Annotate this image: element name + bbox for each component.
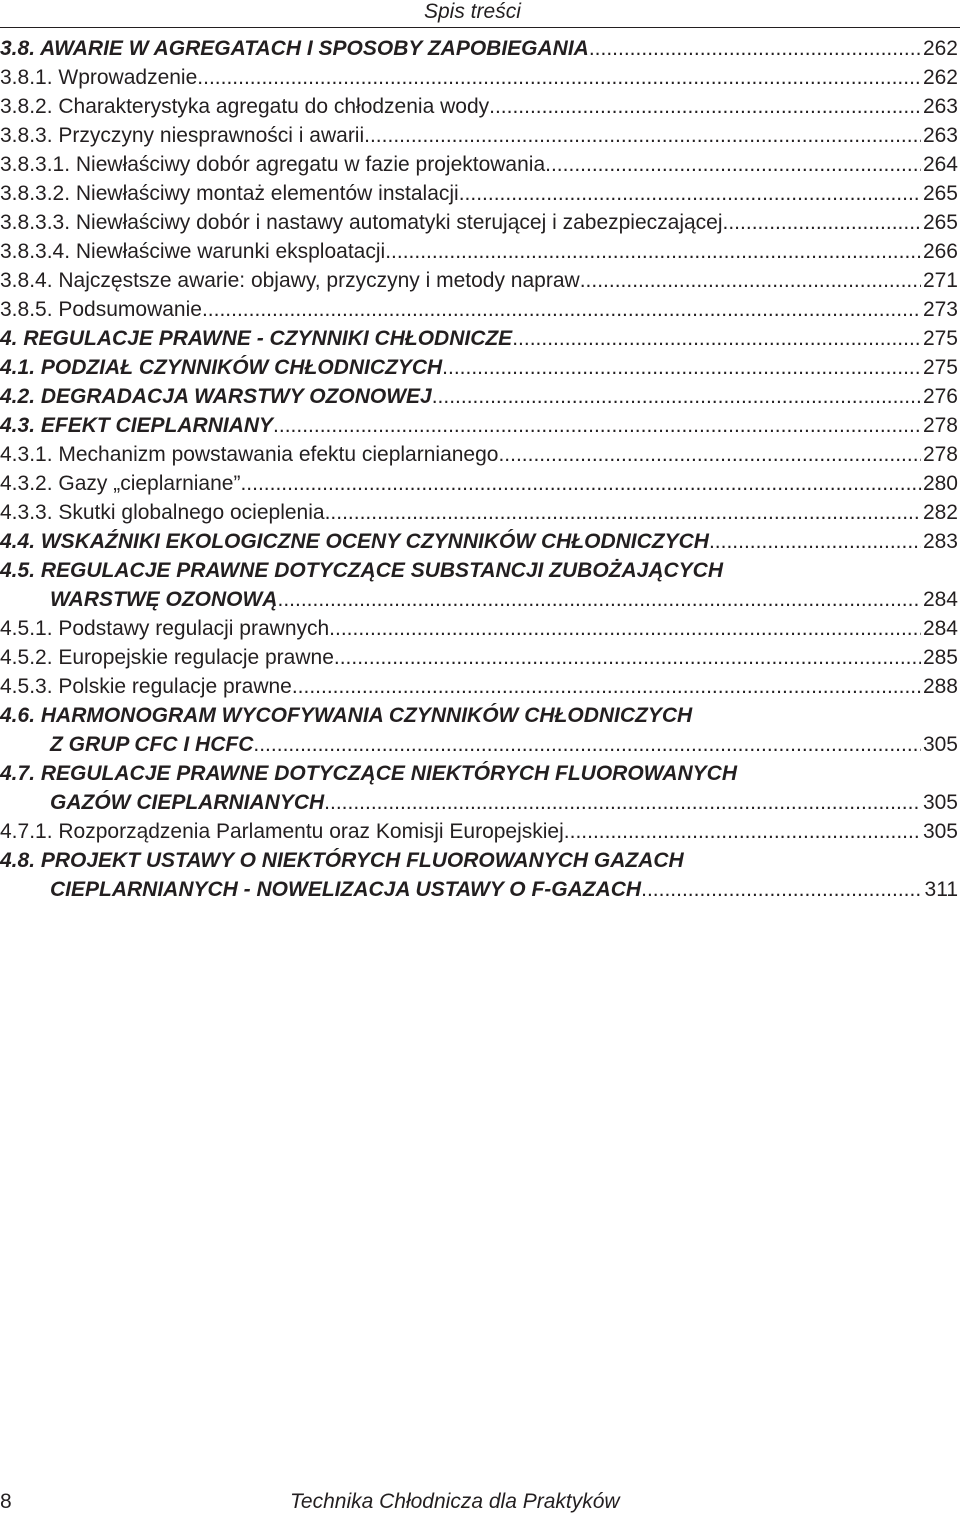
toc-entry-label: 4.7.1. Rozporządzenia Parlamentu oraz Komisji Europejskiej <box>0 820 564 843</box>
toc-dot-leader <box>641 875 922 904</box>
toc-dot-leader <box>564 817 921 846</box>
toc-dot-leader <box>334 643 921 672</box>
toc-entry <box>0 498 958 527</box>
toc-entry-page-number: 271 <box>922 269 958 292</box>
toc-entry-label: 3.8.2. Charakterystyka agregatu do chłodzenia wody <box>0 95 490 118</box>
toc-entry-page-number: 311 <box>924 878 958 901</box>
toc-entry-label: 4. REGULACJE PRAWNE - CZYNNIKI CHŁODNICZE <box>0 327 513 350</box>
toc-entry <box>0 34 958 63</box>
toc-dot-leader <box>197 63 921 92</box>
toc-dot-leader <box>273 411 921 440</box>
toc-entry-label: 3.8.3.2. Niewłaściwy montaż elementów instalacji <box>0 182 459 205</box>
toc-entry-label: 4.5.3. Polskie regulacje prawne <box>0 675 292 698</box>
toc-entry-label: 3.8.4. Najczęstsze awarie: objawy, przyczyny i metody napraw <box>0 269 580 292</box>
toc-entry <box>0 150 958 179</box>
toc-dot-leader <box>709 527 921 556</box>
toc-entry-label: 3.8.3.3. Niewłaściwy dobór i nastawy automatyki sterującej i zabezpieczającej <box>0 211 723 234</box>
toc-entry-label: 4.6. HARMONOGRAM WYCOFYWANIA CZYNNIKÓW CHŁODNICZYCH <box>0 704 693 727</box>
toc-entry-label: 3.8. AWARIE W AGREGATACH I SPOSOBY ZAPOBIEGANIA <box>0 37 589 60</box>
toc-entry-label: GAZÓW CIEPLARNIANYCH <box>50 791 325 814</box>
toc-entry-page-number: 266 <box>922 240 958 263</box>
toc-dot-leader <box>512 324 921 353</box>
toc-entry-label: 4.3.2. Gazy „cieplarniane” <box>0 472 241 495</box>
toc-entry-page-number: 262 <box>922 37 958 60</box>
running-header-title: Spis treści <box>424 0 521 23</box>
toc-entry <box>0 179 958 208</box>
toc-entry-label: CIEPLARNIANYCH - NOWELIZACJA USTAWY O F-GAZACH <box>50 878 642 901</box>
toc-dot-leader <box>589 34 921 63</box>
toc-entry <box>0 701 958 730</box>
toc-entry-label: WARSTWĘ OZONOWĄ <box>50 588 278 611</box>
toc-entry-page-number: 265 <box>922 182 958 205</box>
toc-entry <box>0 382 958 411</box>
toc-dot-leader <box>545 150 921 179</box>
toc-entry-label: 4.4. WSKAŹNIKI EKOLOGICZNE OCENY CZYNNIKÓW CHŁODNICZYCH <box>0 530 709 553</box>
toc-entry-label: 4.5.2. Europejskie regulacje prawne <box>0 646 334 669</box>
toc-entry <box>0 63 958 92</box>
toc-entry <box>0 817 958 846</box>
table-of-contents <box>0 34 958 904</box>
toc-dot-leader <box>489 92 921 121</box>
toc-dot-leader <box>292 672 921 701</box>
toc-entry <box>0 440 958 469</box>
header-rule <box>0 27 960 28</box>
toc-dot-leader <box>325 498 921 527</box>
toc-entry <box>0 121 958 150</box>
toc-entry-page-number: 278 <box>922 443 958 466</box>
toc-entry-label: 4.5. REGULACJE PRAWNE DOTYCZĄCE SUBSTANCJI ZUBOŻAJĄCYCH <box>0 559 724 582</box>
toc-entry-page-number: 275 <box>922 327 958 350</box>
toc-entry <box>0 92 958 121</box>
toc-entry-page-number: 273 <box>922 298 958 321</box>
toc-entry-label: 4.7. REGULACJE PRAWNE DOTYCZĄCE NIEKTÓRYCH FLUOROWANYCH <box>0 762 737 785</box>
toc-entry-label: 3.8.1. Wprowadzenie <box>0 66 198 89</box>
toc-entry-label: 3.8.5. Podsumowanie <box>0 298 202 321</box>
toc-entry-page-number: 282 <box>922 501 958 524</box>
toc-entry-page-number: 262 <box>922 66 958 89</box>
toc-dot-leader <box>364 121 921 150</box>
toc-entry <box>0 730 958 759</box>
footer-book-title: Technika Chłodnicza dla Praktyków <box>290 1490 620 1513</box>
toc-entry-page-number: 283 <box>922 530 958 553</box>
toc-entry-page-number: 305 <box>922 820 958 843</box>
toc-entry <box>0 208 958 237</box>
toc-entry-page-number: 280 <box>922 472 958 495</box>
toc-entry <box>0 353 958 382</box>
toc-entry-page-number: 263 <box>922 124 958 147</box>
toc-dot-leader <box>385 237 921 266</box>
toc-entry-page-number: 305 <box>922 733 958 756</box>
toc-entry-page-number: 275 <box>922 356 958 379</box>
toc-entry <box>0 295 958 324</box>
toc-entry <box>0 411 958 440</box>
toc-entry-page-number: 265 <box>922 211 958 234</box>
toc-entry-page-number: 263 <box>922 95 958 118</box>
toc-entry <box>0 788 958 817</box>
toc-entry <box>0 585 958 614</box>
toc-entry-page-number: 278 <box>922 414 958 437</box>
toc-entry <box>0 643 958 672</box>
toc-dot-leader <box>324 788 921 817</box>
toc-dot-leader <box>253 730 921 759</box>
toc-entry <box>0 672 958 701</box>
toc-entry <box>0 556 958 585</box>
toc-entry <box>0 614 958 643</box>
toc-entry-page-number: 264 <box>922 153 958 176</box>
toc-entry-label: Z GRUP CFC I HCFC <box>50 733 254 756</box>
toc-entry <box>0 846 958 875</box>
toc-entry-page-number: 285 <box>922 646 958 669</box>
toc-dot-leader <box>459 179 921 208</box>
toc-dot-leader <box>498 440 920 469</box>
toc-entry-label: 4.8. PROJEKT USTAWY O NIEKTÓRYCH FLUOROWANYCH GAZACH <box>0 849 684 872</box>
toc-entry <box>0 266 958 295</box>
toc-dot-leader <box>277 585 920 614</box>
toc-entry <box>0 875 958 904</box>
toc-entry-label: 3.8.3. Przyczyny niesprawności i awarii <box>0 124 365 147</box>
footer-page-number: 8 <box>0 1490 12 1513</box>
toc-entry <box>0 469 958 498</box>
toc-dot-leader <box>202 295 921 324</box>
toc-entry-label: 3.8.3.4. Niewłaściwe warunki eksploatacji <box>0 240 386 263</box>
toc-entry-label: 4.1. PODZIAŁ CZYNNIKÓW CHŁODNICZYCH <box>0 356 443 379</box>
toc-entry-page-number: 284 <box>922 588 958 611</box>
toc-entry-label: 4.5.1. Podstawy regulacji prawnych <box>0 617 330 640</box>
toc-entry <box>0 324 958 353</box>
toc-entry-label: 4.3.3. Skutki globalnego ocieplenia <box>0 501 325 524</box>
toc-entry-page-number: 276 <box>922 385 958 408</box>
toc-entry-label: 4.3. EFEKT CIEPLARNIANY <box>0 414 274 437</box>
toc-dot-leader <box>240 469 920 498</box>
toc-dot-leader <box>442 353 921 382</box>
toc-entry-label: 3.8.3.1. Niewłaściwy dobór agregatu w fazie projektowania <box>0 153 546 176</box>
toc-entry <box>0 759 958 788</box>
toc-entry-page-number: 284 <box>922 617 958 640</box>
toc-entry <box>0 527 958 556</box>
toc-entry-label: 4.3.1. Mechanizm powstawania efektu cieplarnianego <box>0 443 499 466</box>
toc-dot-leader <box>580 266 921 295</box>
toc-entry-page-number: 305 <box>922 791 958 814</box>
toc-entry-page-number: 288 <box>922 675 958 698</box>
toc-entry <box>0 237 958 266</box>
toc-dot-leader <box>329 614 921 643</box>
toc-dot-leader <box>432 382 921 411</box>
toc-dot-leader <box>723 208 921 237</box>
toc-entry-label: 4.2. DEGRADACJA WARSTWY OZONOWEJ <box>0 385 432 408</box>
